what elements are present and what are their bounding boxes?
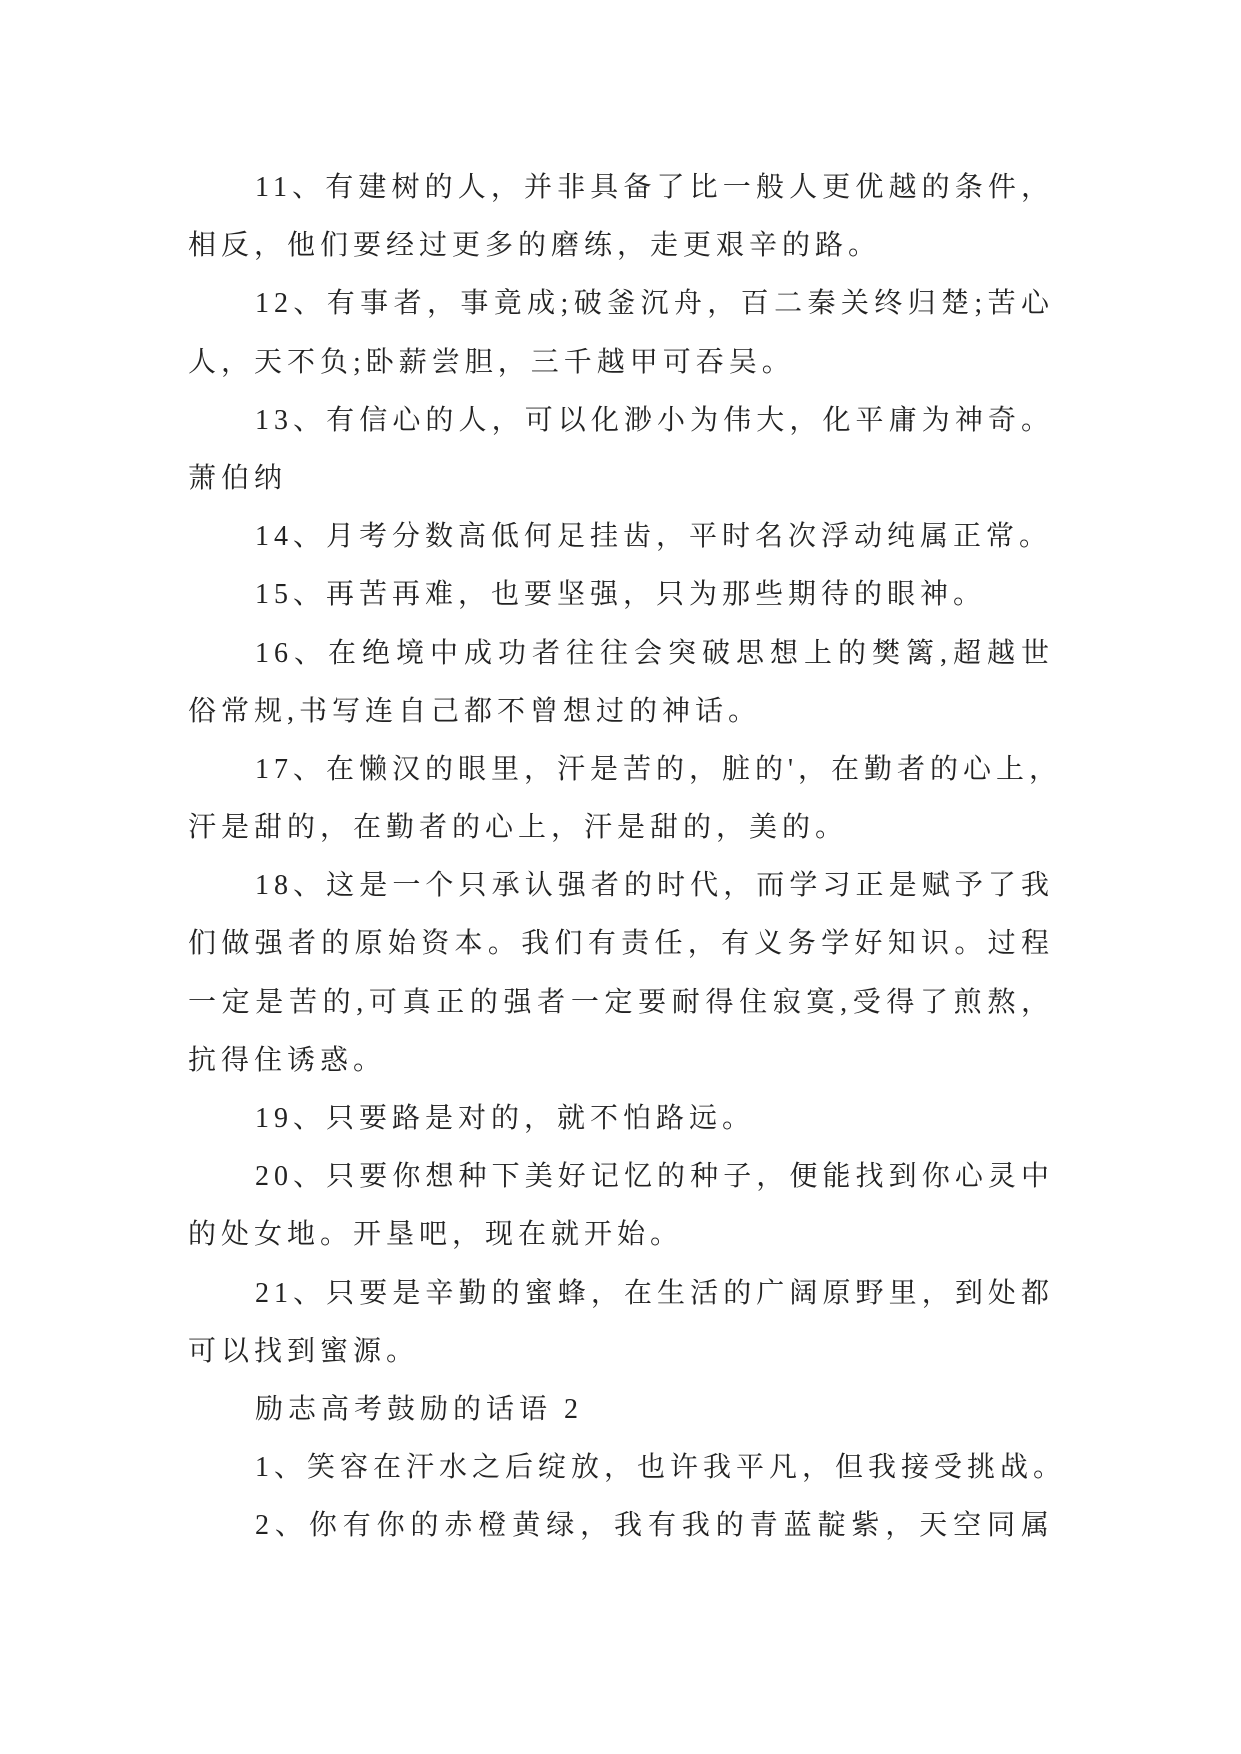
quote-paragraph bbox=[188, 159, 1054, 275]
quote-paragraph bbox=[188, 1265, 1054, 1381]
quote-line: 抗得住诱惑。 bbox=[188, 1044, 387, 1076]
quote-line: 16、在绝境中成功者往往会突破思想上的樊篱,超越世 bbox=[255, 637, 1054, 669]
quote-paragraph bbox=[188, 1497, 1054, 1555]
quote-line: 汗是甜的，在勤者的心上，汗是甜的，美的。 bbox=[188, 812, 849, 844]
quote-paragraph bbox=[188, 857, 1054, 1090]
quote-line: 14、月考分数高低何足挂齿，平时名次浮动纯属正常。 bbox=[255, 521, 1053, 553]
quote-paragraph bbox=[188, 741, 1063, 857]
quote-line: 18、这是一个只承认强者的时代，而学习正是赋予了我 bbox=[255, 870, 1054, 902]
quote-paragraph bbox=[188, 566, 1054, 624]
quote-line: 11、有建树的人，并非具备了比一般人更优越的条件， bbox=[255, 172, 1054, 203]
quote-paragraph bbox=[188, 392, 1054, 508]
quote-line: 人，天不负;卧薪尝胆，三千越甲可吞吴。 bbox=[188, 346, 795, 378]
quote-line: 一定是苦的,可真正的强者一定要耐得住寂寞,受得了煎熬， bbox=[188, 986, 1054, 1018]
quote-paragraph bbox=[188, 508, 1054, 566]
quote-line: 可以找到蜜源。 bbox=[188, 1335, 420, 1367]
quote-line: 15、再苦再难，也要坚强，只为那些期待的眼神。 bbox=[255, 579, 987, 611]
quote-line: 21、只要是辛勤的蜜蜂，在生活的广阔原野里，到处都 bbox=[255, 1277, 1054, 1309]
quote-paragraph bbox=[188, 275, 1054, 391]
text-body bbox=[188, 159, 1067, 1556]
quote-line: 2、你有你的赤橙黄绿，我有我的青蓝靛紫，天空同属 bbox=[255, 1510, 1054, 1542]
quote-line: 12、有事者，事竟成;破釜沉舟，百二秦关终归楚;苦心 bbox=[255, 288, 1054, 320]
quote-line: 13、有信心的人，可以化渺小为伟大，化平庸为神奇。 bbox=[255, 404, 1054, 436]
section-heading: 励志高考鼓励的话语 2 bbox=[255, 1393, 584, 1425]
quote-line: 17、在懒汉的眼里，汗是苦的，脏的'，在勤者的心上， bbox=[255, 753, 1063, 785]
quote-line: 20、只要你想种下美好记忆的种子，便能找到你心灵中 bbox=[255, 1161, 1054, 1193]
quote-paragraph bbox=[188, 1148, 1054, 1264]
quote-paragraph bbox=[188, 625, 1054, 741]
quote-line: 的处女地。开垦吧，现在就开始。 bbox=[188, 1219, 684, 1251]
quote-paragraph bbox=[188, 1439, 1067, 1497]
quote-line: 们做强者的原始资本。我们有责任，有义务学好知识。过程 bbox=[188, 928, 1054, 960]
quote-line: 1、笑容在汗水之后绽放，也许我平凡，但我接受挑战。 bbox=[255, 1452, 1067, 1484]
quote-line: 19、只要路是对的，就不怕路远。 bbox=[255, 1103, 756, 1134]
quote-paragraph bbox=[188, 1090, 1054, 1148]
section-heading-paragraph bbox=[188, 1381, 1054, 1439]
quote-line: 俗常规,书写连自己都不曾想过的神话。 bbox=[188, 695, 762, 727]
quote-line: 萧伯纳 bbox=[188, 462, 288, 494]
quote-line: 相反，他们要经过更多的磨练，走更艰辛的路。 bbox=[188, 230, 882, 262]
